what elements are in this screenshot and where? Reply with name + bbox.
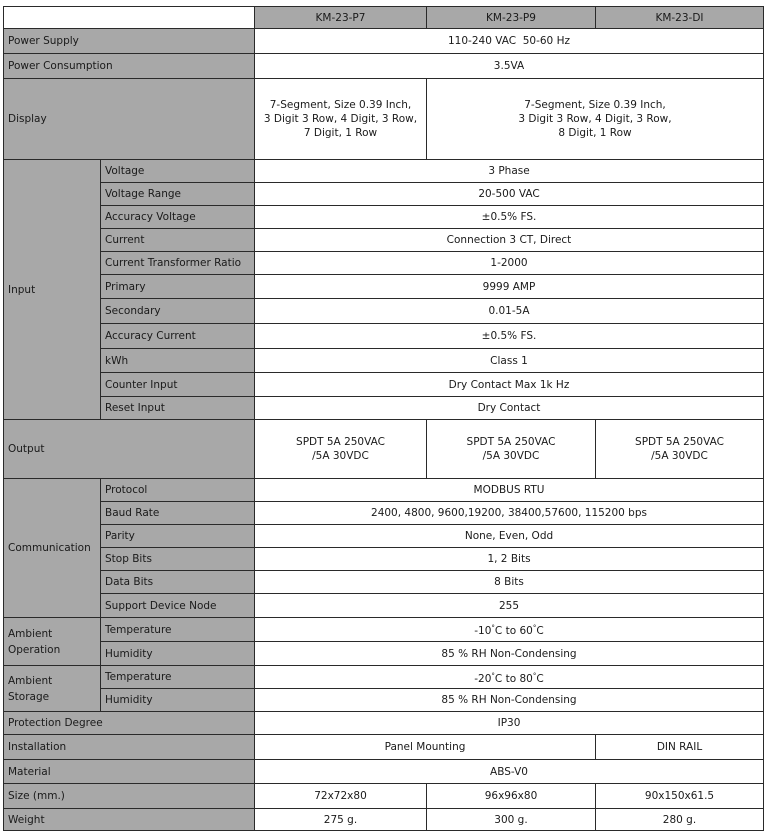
ambient-storage-temperature-value bbox=[255, 666, 764, 689]
ambient-operation-label bbox=[4, 618, 101, 666]
table-row bbox=[4, 618, 764, 642]
input-item-label: Secondary bbox=[101, 299, 255, 324]
table-row bbox=[4, 160, 764, 183]
communication-item-label: Stop Bits bbox=[101, 548, 255, 571]
degree-mark: ° bbox=[532, 624, 537, 632]
output-p9-line-1: SPDT 5A 250VAC bbox=[466, 436, 556, 448]
table-row bbox=[4, 252, 764, 275]
ambient-operation-humidity-label: Humidity bbox=[101, 642, 255, 666]
row-power-consumption bbox=[4, 54, 764, 79]
input-item-label: Counter Input bbox=[101, 373, 255, 397]
weight-value-p9: 300 g. bbox=[427, 809, 596, 831]
table-row bbox=[4, 594, 764, 618]
ambient-storage-label-line-2: Storage bbox=[8, 690, 50, 703]
output-di-line-1: SPDT 5A 250VAC bbox=[635, 436, 724, 448]
ambient-storage-label-line-1: Ambient bbox=[8, 674, 53, 687]
row-power-supply bbox=[4, 29, 764, 54]
input-item-value: Connection 3 CT, Direct bbox=[255, 229, 764, 252]
temperature-separator: to bbox=[505, 672, 517, 685]
table-row bbox=[4, 479, 764, 502]
table-row bbox=[4, 642, 764, 666]
input-item-label: Voltage bbox=[101, 160, 255, 183]
input-item-label: Primary bbox=[101, 275, 255, 299]
row-size bbox=[4, 784, 764, 809]
table-row bbox=[4, 229, 764, 252]
header-row bbox=[4, 7, 764, 29]
input-item-label: Accuracy Voltage bbox=[101, 206, 255, 229]
row-installation bbox=[4, 735, 764, 760]
display-p9-di-line-1: 7-Segment, Size 0.39 Inch, bbox=[524, 99, 666, 111]
column-header-km-23-p9: KM-23-P9 bbox=[427, 7, 596, 29]
output-p9-line-2: /5A 30VDC bbox=[482, 450, 540, 462]
temperature-separator: to bbox=[505, 625, 517, 637]
temperature-unit: C bbox=[494, 672, 503, 685]
column-header-km-23-di: KM-23-DI bbox=[596, 7, 764, 29]
input-item-value: ±0.5% FS. bbox=[255, 206, 764, 229]
display-p9-di-line-2: 3 Digit 3 Row, 4 Digit, 3 Row, bbox=[518, 113, 672, 125]
temperature-to: 80 bbox=[519, 672, 533, 685]
degree-mark: ° bbox=[532, 671, 537, 680]
table-row bbox=[4, 349, 764, 373]
output-value-p9 bbox=[427, 420, 596, 479]
size-label: Size (mm.) bbox=[4, 784, 255, 809]
input-group-label: Input bbox=[4, 160, 101, 420]
communication-item-value: 255 bbox=[255, 594, 764, 618]
output-label: Output bbox=[4, 420, 255, 479]
column-header-km-23-p7: KM-23-P7 bbox=[255, 7, 427, 29]
table-row bbox=[4, 299, 764, 324]
input-item-label: kWh bbox=[101, 349, 255, 373]
communication-item-label: Protocol bbox=[101, 479, 255, 502]
input-item-value: 20-500 VAC bbox=[255, 183, 764, 206]
communication-item-label: Data Bits bbox=[101, 571, 255, 594]
ambient-storage-humidity-value: 85 % RH Non-Condensing bbox=[255, 689, 764, 712]
row-display bbox=[4, 79, 764, 160]
degree-mark: ° bbox=[491, 624, 495, 632]
temperature-unit: C bbox=[536, 672, 544, 685]
input-item-value: 9999 AMP bbox=[255, 275, 764, 299]
input-item-label: Current Transformer Ratio bbox=[101, 252, 255, 275]
display-label: Display bbox=[4, 79, 255, 160]
communication-item-label: Parity bbox=[101, 525, 255, 548]
table-row bbox=[4, 373, 764, 397]
row-material bbox=[4, 760, 764, 784]
display-value-p9-di bbox=[427, 79, 764, 160]
table-row bbox=[4, 666, 764, 689]
ambient-storage-label bbox=[4, 666, 101, 712]
input-item-label: Accuracy Current bbox=[101, 324, 255, 349]
ambient-operation-label-line-1: Ambient bbox=[8, 627, 53, 640]
ambient-operation-humidity-value: 85 % RH Non-Condensing bbox=[255, 642, 764, 666]
table-row bbox=[4, 206, 764, 229]
temperature-unit: C bbox=[494, 625, 503, 637]
temperature-to: 60 bbox=[519, 625, 533, 637]
installation-label: Installation bbox=[4, 735, 255, 760]
table-row bbox=[4, 689, 764, 712]
input-item-value: Class 1 bbox=[255, 349, 764, 373]
installation-value-di: DIN RAIL bbox=[596, 735, 764, 760]
output-value-di bbox=[596, 420, 764, 479]
input-item-label: Reset Input bbox=[101, 397, 255, 420]
input-item-value: Dry Contact bbox=[255, 397, 764, 420]
table-row bbox=[4, 275, 764, 299]
temperature-from: -20 bbox=[474, 672, 492, 685]
input-item-label: Voltage Range bbox=[101, 183, 255, 206]
table-row bbox=[4, 324, 764, 349]
communication-item-label: Support Device Node bbox=[101, 594, 255, 618]
installation-value-p7-p9: Panel Mounting bbox=[255, 735, 596, 760]
weight-value-p7: 275 g. bbox=[255, 809, 427, 831]
display-p7-line-2: 3 Digit 3 Row, 4 Digit, 3 Row, bbox=[263, 113, 418, 125]
communication-item-value: 1, 2 Bits bbox=[255, 548, 764, 571]
power-supply-value: 110-240 VAC 50-60 Hz bbox=[255, 29, 764, 54]
table-row bbox=[4, 397, 764, 420]
output-di-line-2: /5A 30VDC bbox=[651, 450, 708, 462]
ambient-storage-temperature-label: Temperature bbox=[101, 666, 255, 689]
ambient-operation-temperature-value bbox=[255, 618, 764, 642]
input-item-label: Current bbox=[101, 229, 255, 252]
output-p7-line-2: /5A 30VDC bbox=[312, 450, 369, 462]
material-value: ABS-V0 bbox=[255, 760, 764, 784]
table-row bbox=[4, 548, 764, 571]
display-value-p7 bbox=[255, 79, 427, 160]
header-blank-cell bbox=[4, 7, 255, 29]
input-item-value: 0.01-5A bbox=[255, 299, 764, 324]
communication-item-value: 8 Bits bbox=[255, 571, 764, 594]
table-row bbox=[4, 183, 764, 206]
protection-degree-value: IP30 bbox=[255, 712, 764, 735]
row-weight bbox=[4, 809, 764, 831]
output-p7-line-1: SPDT 5A 250VAC bbox=[296, 436, 385, 448]
material-label: Material bbox=[4, 760, 255, 784]
degree-mark: ° bbox=[491, 671, 495, 680]
output-value-p7 bbox=[255, 420, 427, 479]
temperature-unit: C bbox=[536, 625, 544, 637]
communication-item-value: 2400, 4800, 9600,19200, 38400,57600, 115200 bps bbox=[255, 502, 764, 525]
size-value-p9: 96x96x80 bbox=[427, 784, 596, 809]
display-p7-line-3: 7 Digit, 1 Row bbox=[303, 127, 378, 139]
communication-group-label: Communication bbox=[4, 479, 101, 618]
weight-value-di: 280 g. bbox=[596, 809, 764, 831]
protection-degree-label: Protection Degree bbox=[4, 712, 255, 735]
power-supply-label: Power Supply bbox=[4, 29, 255, 54]
communication-item-value: None, Even, Odd bbox=[255, 525, 764, 548]
ambient-storage-humidity-label: Humidity bbox=[101, 689, 255, 712]
communication-item-value: MODBUS RTU bbox=[255, 479, 764, 502]
power-consumption-label: Power Consumption bbox=[4, 54, 255, 79]
input-item-value: ±0.5% FS. bbox=[255, 324, 764, 349]
input-item-value: 3 Phase bbox=[255, 160, 764, 183]
specification-table bbox=[3, 6, 764, 831]
table-row bbox=[4, 571, 764, 594]
display-p7-line-1: 7-Segment, Size 0.39 Inch, bbox=[269, 99, 412, 111]
row-protection-degree bbox=[4, 712, 764, 735]
table-row bbox=[4, 525, 764, 548]
input-item-value: 1-2000 bbox=[255, 252, 764, 275]
size-value-di: 90x150x61.5 bbox=[596, 784, 764, 809]
size-value-p7: 72x72x80 bbox=[255, 784, 427, 809]
ambient-operation-temperature-label: Temperature bbox=[101, 618, 255, 642]
ambient-operation-label-line-2: Operation bbox=[8, 643, 61, 656]
display-p9-di-line-3: 8 Digit, 1 Row bbox=[558, 127, 632, 139]
row-output bbox=[4, 420, 764, 479]
temperature-from: -10 bbox=[474, 625, 492, 637]
weight-label: Weight bbox=[4, 809, 255, 831]
input-item-value: Dry Contact Max 1k Hz bbox=[255, 373, 764, 397]
table-row bbox=[4, 502, 764, 525]
communication-item-label: Baud Rate bbox=[101, 502, 255, 525]
power-consumption-value: 3.5VA bbox=[255, 54, 764, 79]
